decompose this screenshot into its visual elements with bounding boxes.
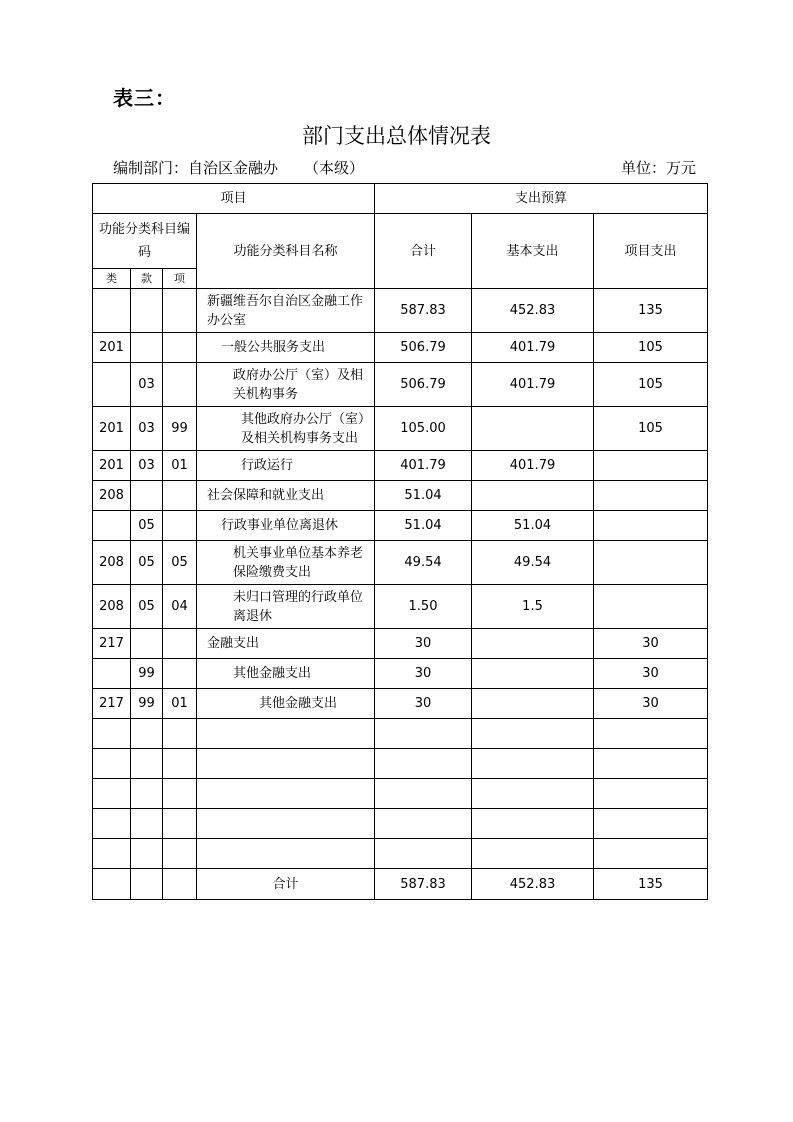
code-xiang-cell: 04 [163,585,197,629]
unit-label: 单位：万元 [620,159,696,177]
table-row [93,511,708,541]
empty-cell [131,839,163,869]
empty-cell [93,809,131,839]
code-kuan-cell: 99 [131,659,163,689]
code-kuan-cell [131,289,163,333]
code-lei-cell: 217 [93,689,131,719]
basic-cell: 51.04 [472,511,594,541]
code-xiang-cell [163,289,197,333]
expenditure-table [92,183,708,900]
table-row [93,289,708,333]
page-title: 部门支出总体情况表 [302,124,491,148]
code-xiang-cell: 99 [163,407,197,451]
code-kuan-cell [131,333,163,363]
project-cell: 30 [594,689,708,719]
code-xiang-cell [163,481,197,511]
code-lei-cell [93,363,131,407]
code-xiang-cell [163,659,197,689]
code-xiang-cell [163,363,197,407]
empty-cell [131,719,163,749]
empty-cell [197,839,375,869]
empty-cell [163,749,197,779]
empty-cell [197,719,375,749]
header-project: 项目支出 [594,214,708,289]
code-lei-cell: 201 [93,333,131,363]
empty-cell [594,749,708,779]
empty-cell [197,779,375,809]
code-lei-cell: 208 [93,541,131,585]
empty-cell [163,869,197,900]
code-lei-cell [93,289,131,333]
total-cell: 1.50 [375,585,472,629]
empty-cell [472,719,594,749]
name-text: 一般公共服务支出 [221,340,326,355]
total-cell: 51.04 [375,481,472,511]
basic-cell [472,689,594,719]
empty-cell [375,839,472,869]
empty-cell [594,719,708,749]
total-row-label: 合计 [197,869,375,900]
code-kuan-cell: 05 [131,511,163,541]
empty-cell [594,779,708,809]
name-cell [197,289,375,333]
total-cell: 506.79 [375,333,472,363]
empty-cell [163,809,197,839]
name-cell [197,333,375,363]
name-cell [197,585,375,629]
project-cell: 105 [594,363,708,407]
code-kuan-cell: 03 [131,363,163,407]
empty-cell [131,779,163,809]
meta-line [113,157,696,181]
name-text: 机关事业单位基本养老保险缴费支出 [233,545,364,580]
empty-cell [131,749,163,779]
code-xiang-cell: 01 [163,689,197,719]
empty-cell [375,749,472,779]
table-row [93,407,708,451]
total-cell: 105.00 [375,407,472,451]
code-kuan-cell: 03 [131,407,163,451]
table-row [93,333,708,363]
header-total: 合计 [375,214,472,289]
empty-cell [93,869,131,900]
code-kuan-cell: 99 [131,689,163,719]
empty-cell [131,809,163,839]
table-row [93,481,708,511]
header-budget: 支出预算 [375,184,708,214]
dept-name: 编制部门：自治区金融办 [113,159,279,177]
empty-cell [93,779,131,809]
project-cell: 135 [594,289,708,333]
empty-cell [375,809,472,839]
header-basic: 基本支出 [472,214,594,289]
project-cell: 30 [594,659,708,689]
total-row [93,869,708,900]
project-cell [594,451,708,481]
name-text: 其他金融支出 [233,666,312,681]
code-kuan-cell: 05 [131,541,163,585]
code-lei-cell: 217 [93,629,131,659]
empty-cell [131,869,163,900]
total-row-project: 135 [594,869,708,900]
name-text: 金融支出 [207,636,260,651]
code-xiang-cell [163,333,197,363]
empty-row [93,779,708,809]
name-text: 行政运行 [241,458,294,473]
name-cell [197,407,375,451]
code-xiang-cell [163,511,197,541]
total-row-total: 587.83 [375,869,472,900]
total-cell: 587.83 [375,289,472,333]
project-cell [594,481,708,511]
code-lei-cell [93,659,131,689]
header-kuan: 款 [131,269,163,289]
empty-cell [472,779,594,809]
name-text: 其他金融支出 [259,696,338,711]
basic-cell [472,659,594,689]
empty-cell [163,779,197,809]
name-cell [197,363,375,407]
header-row-2 [93,214,708,269]
table-row [93,659,708,689]
basic-cell: 401.79 [472,333,594,363]
name-cell [197,629,375,659]
total-cell: 401.79 [375,451,472,481]
total-cell: 51.04 [375,511,472,541]
dept-level: （本级） [304,159,365,177]
empty-cell [375,719,472,749]
empty-row [93,839,708,869]
total-cell: 49.54 [375,541,472,585]
empty-cell [594,839,708,869]
name-cell [197,451,375,481]
project-cell [594,511,708,541]
code-xiang-cell: 01 [163,451,197,481]
header-code: 功能分类科目编码 [93,214,197,269]
empty-cell [93,839,131,869]
name-text: 其他政府办公厅（室）及相关机构事务支出 [241,411,372,446]
name-text: 政府办公厅（室）及相关机构事务 [233,367,364,402]
empty-row [93,749,708,779]
total-cell: 506.79 [375,363,472,407]
total-cell: 30 [375,689,472,719]
code-lei-cell: 201 [93,407,131,451]
project-cell: 30 [594,629,708,659]
header-name: 功能分类科目名称 [197,214,375,289]
basic-cell: 401.79 [472,451,594,481]
empty-cell [375,779,472,809]
empty-cell [93,719,131,749]
empty-cell [163,719,197,749]
code-kuan-cell [131,629,163,659]
empty-cell [93,749,131,779]
basic-cell: 1.5 [472,585,594,629]
basic-cell [472,407,594,451]
name-text: 新疆维吾尔自治区金融工作办公室 [207,293,364,328]
project-cell [594,585,708,629]
empty-row [93,809,708,839]
name-cell [197,689,375,719]
basic-cell [472,629,594,659]
header-item: 项目 [93,184,375,214]
empty-cell [472,809,594,839]
name-text: 社会保障和就业支出 [207,488,325,503]
empty-row [93,719,708,749]
empty-cell [197,749,375,779]
header-lei: 类 [93,269,131,289]
code-lei-cell: 201 [93,451,131,481]
name-cell [197,511,375,541]
name-cell [197,541,375,585]
code-kuan-cell [131,481,163,511]
basic-cell: 49.54 [472,541,594,585]
empty-cell [163,839,197,869]
header-row-1 [93,184,708,214]
code-kuan-cell: 03 [131,451,163,481]
name-text: 行政事业单位离退休 [221,518,339,533]
empty-cell [594,809,708,839]
table-row [93,689,708,719]
name-cell [197,481,375,511]
basic-cell: 401.79 [472,363,594,407]
table-label: 表三： [113,86,176,110]
empty-cell [472,839,594,869]
table-row [93,585,708,629]
table-row [93,541,708,585]
total-cell: 30 [375,659,472,689]
code-kuan-cell: 05 [131,585,163,629]
project-cell: 105 [594,333,708,363]
basic-cell: 452.83 [472,289,594,333]
code-xiang-cell [163,629,197,659]
code-lei-cell: 208 [93,585,131,629]
basic-cell [472,481,594,511]
total-row-basic: 452.83 [472,869,594,900]
empty-cell [197,809,375,839]
total-cell: 30 [375,629,472,659]
table-row [93,363,708,407]
project-cell [594,541,708,585]
table-row [93,629,708,659]
code-lei-cell [93,511,131,541]
name-text: 未归口管理的行政单位离退休 [233,589,364,624]
table-row [93,451,708,481]
name-cell [197,659,375,689]
dept-line [113,157,364,178]
empty-cell [472,749,594,779]
code-lei-cell: 208 [93,481,131,511]
header-xiang: 项 [163,269,197,289]
code-xiang-cell: 05 [163,541,197,585]
project-cell: 105 [594,407,708,451]
